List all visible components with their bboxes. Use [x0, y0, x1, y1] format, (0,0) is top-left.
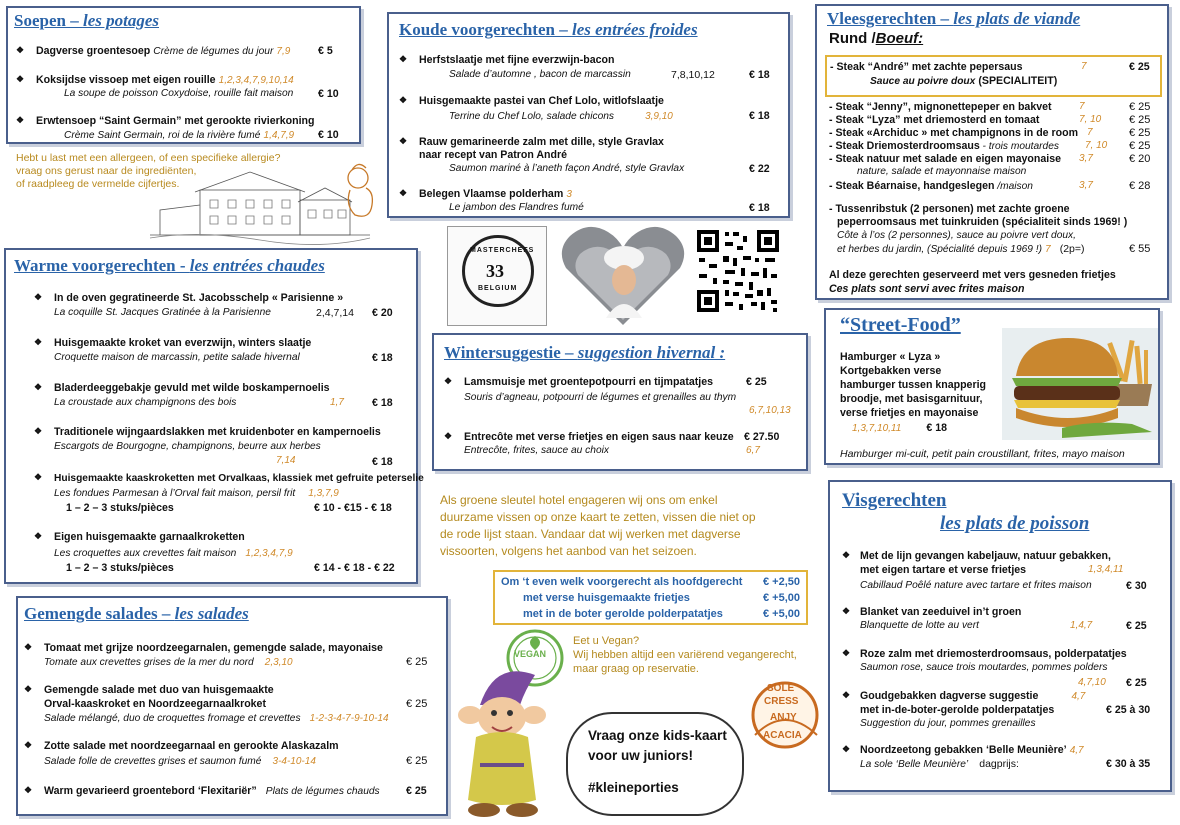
hoofd-label-1: Om ‘t even welk voorgerecht als hoofdgerecht	[501, 576, 743, 588]
warme-item-5-fr: Les fondues Parmesan à l’Orval fait maison, persil frit 1,3,7,9	[54, 488, 339, 499]
warme-item-4-fr: Escargots de Bourgogne, champignons, beurre aux herbes	[54, 441, 321, 452]
steak-1: - Steak “Jenny”, mignonettepeper en bakvet	[829, 101, 1052, 113]
koude-item-1-al: 7,8,10,12	[671, 69, 715, 81]
warme-item-3: ❖ Bladerdeeggebakje gevuld met wilde boskampernoelis	[34, 382, 330, 394]
vis-item-2: ❖ Blanket van zeeduivel in’t groen	[842, 606, 1022, 618]
vis-price-5: € 30 à 35	[1106, 758, 1151, 770]
salades-section	[16, 596, 448, 816]
steak-4-al: 7, 10	[1085, 140, 1108, 151]
warme-price-2: € 18	[372, 352, 393, 364]
vegan-note: Eet u Vegan? Wij hebben altijd een variërend vegangerecht, maar graag op reservatie.	[573, 635, 797, 675]
vis-price-2: € 25	[1126, 620, 1147, 632]
winter-title: Wintersuggestie – suggestion hivernal :	[444, 343, 726, 362]
warme-item-1: ❖ In de oven gegratineerde St. Jacobsschelp « Parisienne »	[34, 292, 344, 304]
kids-line1: Vraag onze kids-kaart	[588, 728, 727, 743]
steak-5-price: € 20	[1129, 153, 1151, 165]
steak-1-price: € 25	[1129, 101, 1151, 113]
hoofd-label-2: met verse huisgemaakte frietjes	[523, 592, 690, 604]
salade-item-1: ❖ Tomaat met grijze noordzeegarnalen, gemengde salade, mayonaise	[24, 642, 383, 654]
badge-number: 33	[486, 261, 504, 281]
salade-item-2: ❖ Gemengde salade met duo van huisgemaakte	[24, 684, 274, 696]
soep-price-3: € 10	[318, 129, 339, 141]
salade-item-3: ❖ Zotte salade met noordzeegarnaal en gerookte Alaskazalm	[24, 740, 339, 752]
salade-item-2-fr: Salade mélangé, duo de croquettes fromage et crevettes 1-2-3-4-7-9-10-14	[44, 713, 389, 724]
koude-item-1-fr: Salade d’automne , bacon de marcassin	[449, 69, 631, 80]
vlees-title: Vleesgerechten – les plats de viande	[827, 9, 1081, 28]
steak-bearnaise: - Steak Béarnaise, handgeslegen /maison	[829, 180, 1033, 192]
vis-price-3: € 25	[1126, 677, 1147, 689]
salade-price-1: € 25	[406, 656, 428, 668]
salade-price-4: € 25	[406, 785, 427, 797]
winter-price-2: € 27.50	[744, 431, 780, 443]
kids-line2: voor uw juniors!	[588, 748, 694, 763]
steak-3-price: € 25	[1129, 127, 1151, 139]
salade-item-3-fr: Salade folle de crevettes grises et saumon fumé 3-4-10-14	[44, 756, 316, 767]
vis-item-4: ❖ Goudgebakken dagverse suggestie 4,7	[842, 690, 1086, 702]
soepen-title: Soepen – les potages	[14, 11, 159, 30]
tussen-l1: - Tussenribstuk (2 personen) met zachte groene	[829, 203, 1070, 215]
warme-price-3: € 18	[372, 397, 393, 409]
steak-2-al: 7, 10	[1079, 114, 1102, 125]
warme-item-1-fr: La coquille St. Jacques Gratinée à la Parisienne	[54, 307, 271, 318]
warme-item-2-fr: Croquette maison de marcassin, petite salade hivernal	[54, 352, 300, 363]
street-desc: Hamburger « Lyza » Kortgebakken verse hamburger tussen knapperig broodje, met basisgarnituur, verse frietjes en mayonaise	[840, 351, 986, 419]
salade-price-3: € 25	[406, 755, 428, 767]
winter-item-2-al: 6,7	[746, 445, 760, 456]
steak-5-fr: nature, salade et mayonnaise maison	[857, 166, 1027, 177]
soep-item-3: ❖ Erwtensoep “Saint Germain” met gerookte rivierkoning	[16, 115, 315, 127]
badge-line1: MASTERCHEFS	[470, 247, 535, 254]
street-fr: Hamburger mi-cuit, petit pain croustillant, frites, mayo maison	[840, 448, 1125, 460]
winter-item-2-fr: Entrecôte, frites, sauce au choix	[464, 445, 609, 456]
koude-item-4-fr: Le jambon des Flandres fumé	[449, 202, 584, 213]
kids-hashtag[interactable]: #kleineporties	[588, 780, 679, 795]
warme-price-1: € 20	[372, 307, 393, 319]
hoofd-label-3: met in de boter gerolde polderpatatjes	[523, 608, 723, 620]
vegan-badge-label: VEGAN	[514, 649, 547, 659]
salade-price-2: € 25	[406, 698, 428, 710]
soepen-section	[6, 6, 361, 144]
warme-item-5: ❖ Huisgemaakte kaaskroketten met Orvalkaas, klassiek met gefruite peterselie	[34, 472, 424, 484]
winter-section	[432, 333, 808, 471]
street-food-section	[824, 308, 1160, 465]
street-title: “Street-Food”	[840, 314, 961, 336]
vis-item-3-fr: Saumon rose, sauce trois moutardes, pommes polders	[860, 662, 1108, 673]
steak-5-al: 3,7	[1079, 153, 1093, 164]
warme-item-4: ❖ Traditionele wijngaardslakken met kruidenboter en kampernoelis	[34, 426, 381, 438]
vlees-footer-nl: Al deze gerechten geserveerd met vers gesneden frietjes	[829, 269, 1116, 281]
logo-line1: SOLE	[767, 683, 795, 694]
vlees-footer-fr: Ces plats sont servi avec frites maison	[829, 283, 1025, 295]
steak-3-al: 7	[1087, 127, 1093, 138]
warme-price-4: € 18	[372, 456, 393, 468]
tussen-l2: peperroomsaus met tuinkruiden (spécialiteit sinds 1969! )	[837, 216, 1128, 228]
steak-3: - Steak «Archiduc » met champignons in de room	[829, 127, 1079, 139]
street-al-price: 1,3,7,10,11 € 18	[852, 422, 947, 434]
hotel-sketch-icon	[140, 160, 380, 245]
koude-price-4: € 18	[749, 202, 770, 214]
steak-2: - Steak “Lyza” met driemosterd en tomaat	[829, 114, 1040, 126]
salade-item-4: ❖ Warm gevarieerd groentebord ‘Flexitariër” Plats de légumes chauds	[24, 785, 380, 797]
hamburger-photo-icon	[1002, 328, 1158, 440]
badge-line2: BELGIUM	[478, 285, 518, 292]
qr-code-icon[interactable]	[695, 228, 781, 314]
andre-price: € 25	[1129, 61, 1150, 73]
vis-item-2-fr: Blanquette de lotte au vert	[860, 620, 979, 631]
andre-nl: - Steak “André” met zachte pepersaus	[830, 61, 1023, 73]
vis-section	[828, 480, 1172, 792]
logo-line4: ACACIA	[763, 730, 802, 741]
warme-price-6: € 14 - € 18 - € 22	[314, 562, 395, 574]
koude-section	[387, 12, 790, 218]
vis-item-3-al: 4,7,10	[1078, 677, 1106, 688]
salade-item-2-nl2: Orval-kaaskroket en Noordzeegarnaalkroket	[44, 698, 266, 710]
vis-item-4-nl2: met in-de-boter-gerolde polderpatatjes	[860, 704, 1055, 716]
winter-price-1: € 25	[746, 376, 767, 388]
koude-item-2: ❖ Huisgemaakte pastei van Chef Lolo, witlofslaatje	[399, 95, 664, 107]
hoofd-price-1: € +2,50	[763, 576, 801, 588]
vis-item-3: ❖ Roze zalm met driemosterdroomsaus, polderpatatjes	[842, 648, 1127, 660]
vis-item-2-al: 1,4,7	[1070, 620, 1093, 631]
warme-item-4-al: 7,14	[276, 455, 296, 466]
warme-item-6-qty: 1 – 2 – 3 stuks/pièces	[66, 562, 174, 574]
koude-item-4: ❖ Belegen Vlaamse polderham 3	[399, 188, 572, 200]
vlees-subtitle: Rund /Boeuf:	[829, 30, 924, 47]
soep-item-1: ❖ Dagverse groentesoep Crème de légumes du jour 7,9	[16, 45, 291, 57]
soep-item-2-fr: La soupe de poisson Coxydoise, rouille fait maison	[64, 88, 294, 99]
logo-line3: ANJY	[770, 712, 797, 723]
koude-item-3-fr: Saumon mariné à l’aneth façon André, style Gravlax	[449, 163, 685, 174]
steak-4-price: € 25	[1129, 140, 1151, 152]
koude-price-2: € 18	[749, 110, 770, 122]
soep-item-2: ❖ Koksijdse vissoep met eigen rouille 1,2,3,4,7,9,10,14	[16, 74, 294, 86]
soep-item-3-fr: Crème Saint Germain, roi de la rivière fumé 1,4,7,9	[64, 130, 295, 141]
hoofd-price-2: € +5,00	[763, 592, 801, 604]
andre-fr: Sauce au poivre doux (SPECIALITEIT)	[870, 75, 1058, 87]
allergy-note: Hebt u last met een allergeen, of een specifieke allergie? vraag ons gerust naar de ingrediënten, of raadpleeg de vermelde cijfertjes.	[16, 152, 281, 190]
tussen-price: € 55	[1129, 243, 1151, 255]
bearnaise-al: 3,7	[1079, 180, 1093, 191]
hoofd-price-3: € +5,00	[763, 608, 801, 620]
winter-item-2: ❖ Entrecôte met verse frietjes en eigen saus naar keuze	[444, 431, 734, 443]
dwarf-mascot-icon	[440, 665, 565, 820]
steak-5: - Steak natuur met salade en eigen mayonaise	[829, 153, 1061, 165]
warme-item-3-fr: La croustade aux champignons des bois	[54, 397, 237, 408]
chef-heart-icon	[558, 220, 688, 330]
koude-title: Koude voorgerechten – les entrées froides	[399, 20, 698, 39]
vis-item-5: ❖ Noordzeetong gebakken ‘Belle Meunière’ 4,7	[842, 744, 1084, 756]
andre-al: 7	[1081, 61, 1087, 72]
masterchefs-badge	[447, 226, 547, 326]
winter-item-1: ❖ Lamsmuisje met groentepotpourri en tijmpatatjes	[444, 376, 713, 388]
soep-price-2: € 10	[318, 88, 339, 100]
koude-price-3: € 22	[749, 163, 770, 175]
warme-item-5-qty: 1 – 2 – 3 stuks/pièces	[66, 502, 174, 514]
vis-price-1: € 30	[1126, 580, 1147, 592]
soep-price-1: € 5	[318, 45, 333, 57]
warme-title: Warme voorgerechten - les entrées chaudes	[14, 256, 325, 275]
winter-item-1-fr: Souris d’agneau, potpourri de légumes et grenailles au thym	[464, 392, 737, 403]
tussen-f2: et herbes du jardin, (Spécialité depuis 1969 !) 7 (2p=)	[837, 243, 1085, 255]
kids-bubble	[566, 712, 744, 816]
steak-4: - Steak Driemosterdroomsaus - trois moutardes	[829, 140, 1059, 152]
vis-title1: Visgerechten	[842, 490, 947, 511]
salade-item-1-fr: Tomate aux crevettes grises de la mer du nord 2,3,10	[44, 657, 293, 668]
logo-line2: CRESS	[764, 696, 799, 707]
warme-item-1-al: 2,4,7,14	[316, 307, 354, 319]
bearnaise-price: € 28	[1129, 180, 1151, 192]
winter-item-1-al: 6,7,10,13	[749, 405, 791, 416]
vis-item-1-fr: Cabillaud Poêlé nature avec tartare et frites maison	[860, 580, 1092, 591]
vis-price-4: € 25 à 30	[1106, 704, 1151, 716]
koude-price-1: € 18	[749, 69, 770, 81]
steak-2-price: € 25	[1129, 114, 1151, 126]
vis-item-4-fr: Suggestion du jour, pommes grenailles	[860, 718, 1036, 729]
vis-item-1: ❖ Met de lijn gevangen kabeljauw, natuur gebakken,	[842, 550, 1111, 562]
steak-1-al: 7	[1079, 101, 1085, 112]
vlees-section	[815, 4, 1169, 300]
warme-item-6-fr: Les croquettes aux crevettes fait maison 1,2,3,4,7,9	[54, 548, 293, 559]
tussen-f1: Côte à l’os (2 personnes), sauce au poivre vert doux,	[837, 230, 1076, 241]
koude-item-3-nl2: naar recept van Patron André	[419, 149, 567, 161]
vis-item-1-al: 1,3,4,11	[1088, 564, 1124, 575]
warme-section	[4, 248, 424, 584]
vis-title2: les plats de poisson	[940, 513, 1090, 534]
salades-title: Gemengde salades – les salades	[24, 604, 249, 623]
vis-item-5-fr: La sole ‘Belle Meunière’ dagprijs:	[860, 758, 1019, 770]
koude-item-3: ❖ Rauw gemarineerde zalm met dille, style Gravlax	[399, 136, 664, 148]
warme-item-3-al: 1,7	[330, 397, 344, 408]
koude-item-2-fr: Terrine du Chef Lolo, salade chicons 3,9,10	[449, 111, 673, 122]
green-key-note: Als groene sleutel hotel engageren wij ons om enkel duurzame vissen op onze kaart te zetten, vissen die niet op de rode lijst staan. Vandaar dat wij werken met dagverse vissoorten, volgens het aanbod van het seizoen.	[440, 493, 756, 558]
vis-item-1-nl2: met eigen tartare et verse frietjes	[860, 564, 1027, 576]
koude-item-1: ❖ Herfstslaatje met fijne everzwijn-bacon	[399, 54, 615, 66]
warme-item-2: ❖ Huisgemaakte kroket van everzwijn, winters slaatje	[34, 337, 312, 349]
hoofdgerecht-box	[493, 570, 808, 625]
warme-item-6: ❖ Eigen huisgemaakte garnaalkroketten	[34, 531, 245, 543]
warme-price-5: € 10 - €15 - € 18	[314, 502, 392, 514]
